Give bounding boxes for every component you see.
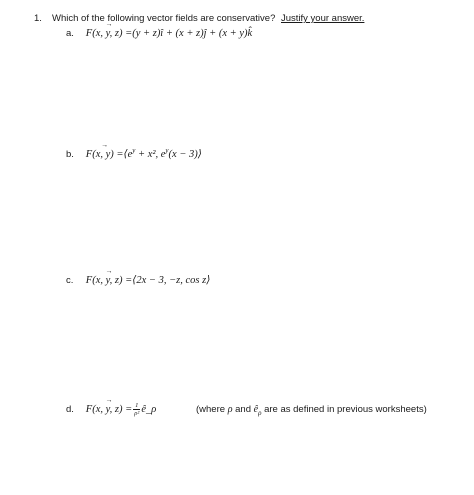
part-c-rhs: ⟨2x − 3, −z, cos z⟩ bbox=[132, 275, 211, 286]
part-d bbox=[66, 402, 156, 417]
part-a-rhs: (y + z)î + (x + z)ĵ + (x + y)k̂ bbox=[132, 28, 253, 39]
part-d-fraction-denominator: ρ² bbox=[134, 410, 140, 417]
note-suffix: are as defined in previous worksheets) bbox=[264, 404, 427, 415]
part-b-rhs: $⟨e^y + x^2$, $e^y(x$ − 3)⟩ bbox=[123, 146, 202, 160]
part-d-note bbox=[196, 404, 427, 417]
part-d-label: d. bbox=[66, 403, 74, 415]
question-prompt: Which of the following vector fields are conservative? bbox=[52, 13, 276, 24]
part-c-lhs: → F(x, y, z) = bbox=[86, 275, 132, 286]
part-a bbox=[66, 28, 252, 39]
part-a-lhs: → F(x, y, z) = bbox=[86, 28, 132, 39]
part-b-lhs: → F(x, y) = bbox=[86, 149, 124, 160]
note-rho: ρ bbox=[227, 404, 233, 415]
part-d-fraction bbox=[133, 402, 140, 417]
part-d-lhs: → F(x, y, z) = bbox=[86, 404, 132, 415]
justify-instruction: Justify your answer. bbox=[281, 13, 365, 24]
part-c bbox=[66, 274, 210, 286]
question-number: 1. bbox=[34, 13, 42, 24]
part-c-equation bbox=[86, 275, 211, 286]
part-b-label: b. bbox=[66, 148, 74, 160]
part-b-equation bbox=[85, 146, 202, 160]
part-c-label: c. bbox=[66, 275, 74, 286]
note-e-symbol: ê bbox=[253, 404, 259, 415]
note-and: and bbox=[235, 404, 251, 415]
note-prefix: (where bbox=[196, 404, 226, 415]
part-a-equation bbox=[86, 28, 252, 39]
part-d-equation bbox=[86, 404, 156, 415]
note-e-rho bbox=[254, 404, 262, 415]
part-d-fraction-numerator: 1 bbox=[135, 402, 139, 409]
note-e-subscript: ρ bbox=[258, 409, 262, 417]
part-d-rhs: ê_ρ bbox=[141, 403, 157, 415]
part-a-label: a. bbox=[66, 28, 74, 39]
part-b bbox=[66, 146, 202, 160]
